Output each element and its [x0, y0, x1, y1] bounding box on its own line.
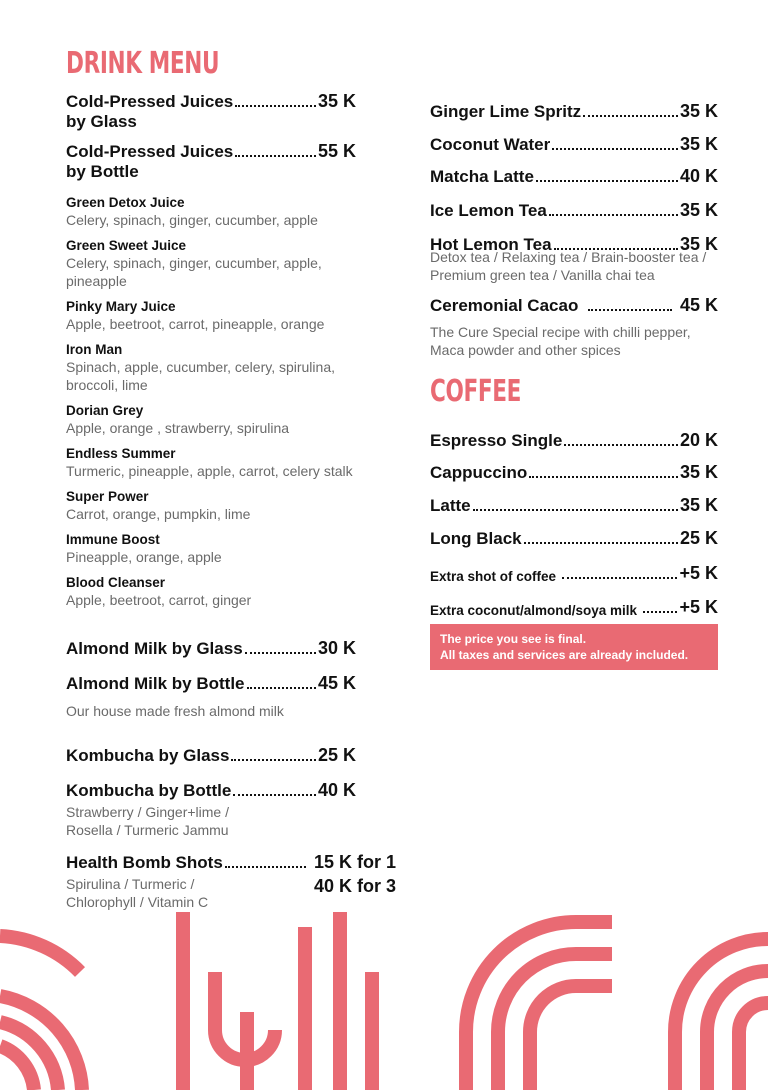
item-price: 35 K: [679, 101, 718, 121]
cure-logo-graphic: [0, 912, 768, 1090]
juice-desc: Pineapple, orange, apple: [66, 549, 222, 565]
item-name: Almond Milk by Bottle: [66, 674, 245, 693]
tea-desc: [430, 248, 706, 284]
list-item: [66, 402, 366, 445]
item-name: Cold-Pressed Juices: [66, 142, 234, 161]
menu-item-health-bomb: [66, 852, 396, 873]
menu-item: [430, 187, 718, 221]
item-price: 25 K: [317, 745, 356, 765]
menu-item: [430, 89, 718, 122]
leader-dots: [473, 509, 678, 511]
juice-desc: Apple, beetroot, carrot, ginger: [66, 592, 252, 608]
juice-desc: Celery, spinach, ginger, cucumber, apple,: [66, 255, 322, 271]
leader-dots: [643, 611, 677, 613]
leader-dots: [225, 866, 306, 868]
leader-dots: [235, 155, 316, 157]
juice-desc: Apple, beetroot, carrot, pineapple, orange: [66, 316, 325, 332]
item-price: 40 K: [679, 166, 718, 186]
list-item: [66, 298, 366, 341]
menu-item-cacao: [430, 295, 718, 316]
leader-dots: [245, 652, 316, 654]
menu-item-kombucha-bottle: [66, 780, 356, 801]
notice-line2: All taxes and services are already included.: [440, 648, 689, 662]
juice-list: [66, 194, 366, 617]
logo-letter-r: [466, 922, 612, 1090]
leader-dots: [524, 542, 678, 544]
leader-dots: [536, 180, 678, 182]
notice-line1: The price you see is final.: [440, 632, 587, 646]
item-name: Kombucha by Glass: [66, 746, 230, 765]
item-price: 45 K: [317, 673, 356, 693]
menu-item: [430, 155, 718, 187]
juice-desc: Turmeric, pineapple, apple, carrot, celery stalk: [66, 463, 353, 479]
list-item: [66, 574, 366, 617]
leader-dots: [233, 794, 316, 796]
leader-dots: [552, 148, 678, 150]
item-name: Extra coconut/almond/soya milk: [430, 603, 638, 618]
price-notice: [430, 624, 718, 670]
list-item: [66, 445, 366, 488]
item-name: Long Black: [430, 529, 522, 548]
health-bomb-desc-line1: Spirulina / Turmeric /: [66, 876, 195, 892]
leader-dots: [562, 577, 677, 579]
item-name: Health Bomb Shots: [66, 853, 223, 872]
list-item: [66, 531, 366, 574]
list-item: [66, 194, 366, 237]
leader-dots: [549, 214, 678, 216]
item-price-alt: 40 K for 3: [314, 876, 397, 896]
item-name: Espresso Single: [430, 431, 563, 450]
juice-desc: Apple, orange , strawberry, spirulina: [66, 420, 290, 436]
juice-desc: Spinach, apple, cucumber, celery, spirulina,: [66, 359, 335, 375]
juice-name: Iron Man: [66, 342, 123, 357]
leader-dots: [231, 759, 316, 761]
item-name: Hot Lemon Tea: [430, 235, 552, 254]
logo-letter-c: [0, 936, 82, 1090]
leader-dots: [529, 476, 678, 478]
item-price: 35 K: [679, 234, 718, 254]
health-bomb-desc: [66, 875, 208, 911]
juice-name: Pinky Mary Juice: [66, 299, 176, 314]
item-price: 20 K: [679, 430, 718, 450]
item-name: Coconut Water: [430, 135, 551, 154]
item-name: Cold-Pressed Juices: [66, 92, 234, 111]
item-price: 55 K: [317, 141, 356, 161]
item-price: 35 K: [679, 495, 718, 515]
menu-item: [430, 451, 718, 483]
menu-item: [430, 122, 718, 155]
juice-desc-line2: pineapple: [66, 273, 127, 289]
item-name: Almond Milk by Glass: [66, 639, 243, 658]
item-price: 25 K: [679, 528, 718, 548]
item-name-line2: by Glass: [66, 112, 137, 131]
menu-item: [430, 417, 718, 451]
almond-desc: Our house made fresh almond milk: [66, 703, 284, 719]
leader-dots: [583, 115, 678, 117]
juice-name: Endless Summer: [66, 446, 176, 461]
item-price: 15 K for 1: [313, 852, 396, 872]
tea-desc-line1: Detox tea / Relaxing tea / Brain-booster tea /: [430, 249, 707, 265]
juice-name: Green Detox Juice: [66, 195, 185, 210]
logo-letter-e: [675, 939, 768, 1090]
item-name: Ice Lemon Tea: [430, 201, 547, 220]
item-name-line2: by Bottle: [66, 162, 139, 181]
cacao-desc-line1: The Cure Special recipe with chilli pepper,: [430, 324, 691, 340]
juice-name: Immune Boost: [66, 532, 160, 547]
item-name: Latte: [430, 496, 471, 515]
item-name: Ceremonial Cacao: [430, 296, 579, 315]
menu-item: [430, 483, 718, 516]
juice-desc: Carrot, orange, pumpkin, lime: [66, 506, 251, 522]
list-item: [66, 341, 366, 402]
item-price: 35 K: [317, 91, 356, 111]
menu-item-extra: [430, 549, 718, 584]
menu-item-almond-glass: [66, 638, 356, 659]
item-name: Matcha Latte: [430, 167, 534, 186]
drink-menu-title: DRINK MENU: [66, 46, 220, 81]
health-bomb-desc-line2: Chlorophyll / Vitamin C: [66, 894, 209, 910]
coffee-title: COFFEE: [430, 374, 522, 409]
right-drinks: [430, 89, 718, 255]
kombucha-desc-line2: Rosella / Turmeric Jammu: [66, 822, 229, 838]
coffee-list: [430, 417, 718, 618]
kombucha-desc-line1: Strawberry / Ginger+lime /: [66, 804, 229, 820]
item-price: 30 K: [317, 638, 356, 658]
item-price: 40 K: [317, 780, 356, 800]
juice-name: Blood Cleanser: [66, 575, 166, 590]
list-item: [66, 488, 366, 531]
menu-item-kombucha-glass: [66, 745, 356, 766]
tea-desc-line2: Premium green tea / Vanilla chai tea: [430, 267, 655, 283]
kombucha-desc: [66, 803, 229, 839]
item-name: Kombucha by Bottle: [66, 781, 232, 800]
item-price: +5 K: [679, 597, 718, 617]
menu-item-almond-bottle: [66, 673, 356, 694]
leader-dots: [588, 309, 672, 311]
leader-dots: [235, 105, 316, 107]
item-price: 35 K: [679, 134, 718, 154]
item-price: 35 K: [679, 200, 718, 220]
item-name: Cappuccino: [430, 463, 528, 482]
item-name: Extra shot of coffee: [430, 569, 557, 584]
item-price: +5 K: [679, 563, 718, 583]
item-price: 35 K: [679, 462, 718, 482]
leader-dots: [247, 687, 316, 689]
item-name: Ginger Lime Spritz: [430, 102, 582, 121]
juice-name: Super Power: [66, 489, 149, 504]
menu-item: [430, 516, 718, 549]
menu-item-extra: [430, 584, 718, 618]
menu-item-juices-glass: [66, 91, 356, 132]
juice-name: Dorian Grey: [66, 403, 144, 418]
logo-letter-u: [183, 912, 372, 1090]
cacao-desc: [430, 323, 691, 359]
item-price: 45 K: [679, 295, 718, 315]
juice-desc: Celery, spinach, ginger, cucumber, apple: [66, 212, 318, 228]
menu-item-juices-bottle: [66, 141, 356, 182]
list-item: [66, 237, 366, 298]
leader-dots: [564, 444, 678, 446]
juice-name: Green Sweet Juice: [66, 238, 187, 253]
cacao-desc-line2: Maca powder and other spices: [430, 342, 621, 358]
juice-desc-line2: broccoli, lime: [66, 377, 148, 393]
